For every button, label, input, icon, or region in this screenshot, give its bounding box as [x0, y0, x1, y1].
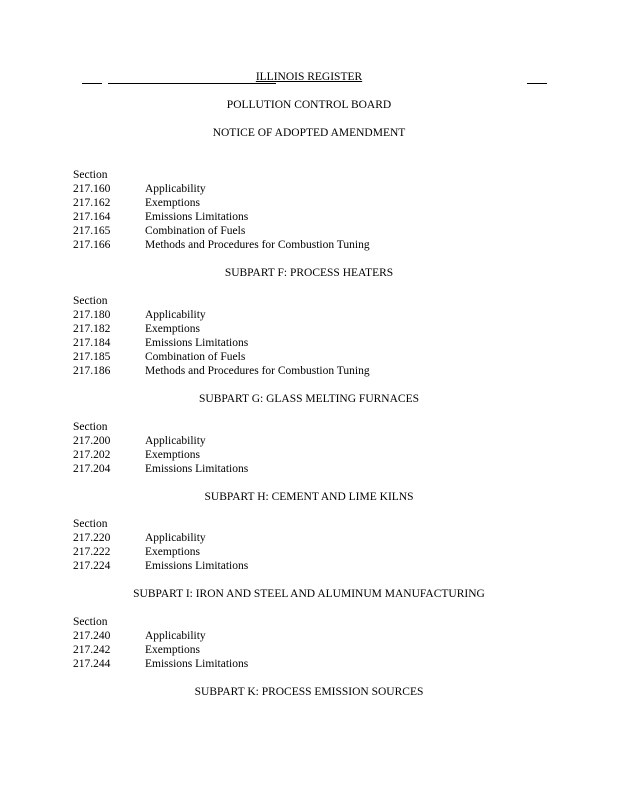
- section-title: Emissions Limitations: [145, 337, 249, 349]
- list-item: [73, 322, 553, 336]
- section-number: 217.202: [73, 449, 111, 461]
- section-list: [73, 517, 553, 573]
- list-item: [73, 531, 553, 545]
- list-item: [73, 448, 553, 462]
- section-number: 217.166: [73, 239, 111, 251]
- section-number: 217.165: [73, 225, 111, 237]
- subpart-heading: SUBPART I: IRON AND STEEL AND ALUMINUM MANUFACTURING: [133, 588, 485, 600]
- section-title: Applicability: [145, 630, 206, 642]
- section-title: Applicability: [145, 183, 206, 195]
- section-title: Applicability: [145, 435, 206, 447]
- section-title: Emissions Limitations: [145, 211, 249, 223]
- list-item: [73, 462, 553, 476]
- section-list: [73, 615, 553, 671]
- list-item: [73, 350, 553, 364]
- notice-title: NOTICE OF ADOPTED AMENDMENT: [212, 127, 406, 139]
- subpart-heading: SUBPART K: PROCESS EMISSION SOURCES: [194, 686, 424, 698]
- section-number: 217.182: [73, 323, 111, 335]
- list-item: [73, 196, 553, 210]
- list-item: [73, 224, 553, 238]
- section-number: 217.204: [73, 463, 111, 475]
- section-title: Combination of Fuels: [145, 225, 246, 237]
- section-number: 217.244: [73, 658, 111, 670]
- list-item: [73, 657, 553, 671]
- section-number: 217.222: [73, 546, 111, 558]
- list-item: [73, 364, 553, 378]
- subpart-heading: SUBPART H: CEMENT AND LIME KILNS: [204, 491, 414, 503]
- section-label: Section: [73, 295, 108, 307]
- list-item: [73, 336, 553, 350]
- section-title: Emissions Limitations: [145, 463, 249, 475]
- section-number: 217.185: [73, 351, 111, 363]
- list-item: [73, 629, 553, 643]
- section-title: Applicability: [145, 309, 206, 321]
- section-number: 217.242: [73, 644, 111, 656]
- section-number: 217.200: [73, 435, 111, 447]
- list-item: [73, 238, 553, 252]
- list-item: [73, 545, 553, 559]
- list-item: [73, 210, 553, 224]
- section-label: Section: [73, 421, 108, 433]
- list-item: [73, 182, 553, 196]
- section-title: Applicability: [145, 532, 206, 544]
- section-number: 217.224: [73, 560, 111, 572]
- subpart-heading: SUBPART F: PROCESS HEATERS: [224, 267, 394, 279]
- subpart-heading: SUBPART G: GLASS MELTING FURNACES: [199, 393, 419, 405]
- header-rule-right: [527, 83, 547, 84]
- section-number: 217.240: [73, 630, 111, 642]
- list-item: [73, 643, 553, 657]
- section-title: Exemptions: [145, 323, 200, 335]
- section-number: 217.184: [73, 337, 111, 349]
- section-number: 217.180: [73, 309, 111, 321]
- section-label: Section: [73, 616, 108, 628]
- section-title: Exemptions: [145, 197, 200, 209]
- section-title: Methods and Procedures for Combustion Tuning: [145, 365, 370, 377]
- section-number: 217.162: [73, 197, 111, 209]
- list-item: [73, 434, 553, 448]
- register-title: ILLINOIS REGISTER: [255, 71, 363, 83]
- board-name: POLLUTION CONTROL BOARD: [226, 99, 392, 111]
- section-title: Combination of Fuels: [145, 351, 246, 363]
- section-label: Section: [73, 169, 108, 181]
- section-title: Methods and Procedures for Combustion Tuning: [145, 239, 370, 251]
- section-title: Exemptions: [145, 546, 200, 558]
- section-title: Emissions Limitations: [145, 658, 249, 670]
- section-title: Exemptions: [145, 644, 200, 656]
- list-item: [73, 308, 553, 322]
- section-list: [73, 420, 553, 476]
- section-number: 217.186: [73, 365, 111, 377]
- section-title: Exemptions: [145, 449, 200, 461]
- section-list: [73, 168, 553, 252]
- section-list: [73, 294, 553, 378]
- section-number: 217.164: [73, 211, 111, 223]
- section-title: Emissions Limitations: [145, 560, 249, 572]
- section-number: 217.220: [73, 532, 111, 544]
- section-label: Section: [73, 518, 108, 530]
- section-number: 217.160: [73, 183, 111, 195]
- register-header: [0, 70, 618, 86]
- list-item: [73, 559, 553, 573]
